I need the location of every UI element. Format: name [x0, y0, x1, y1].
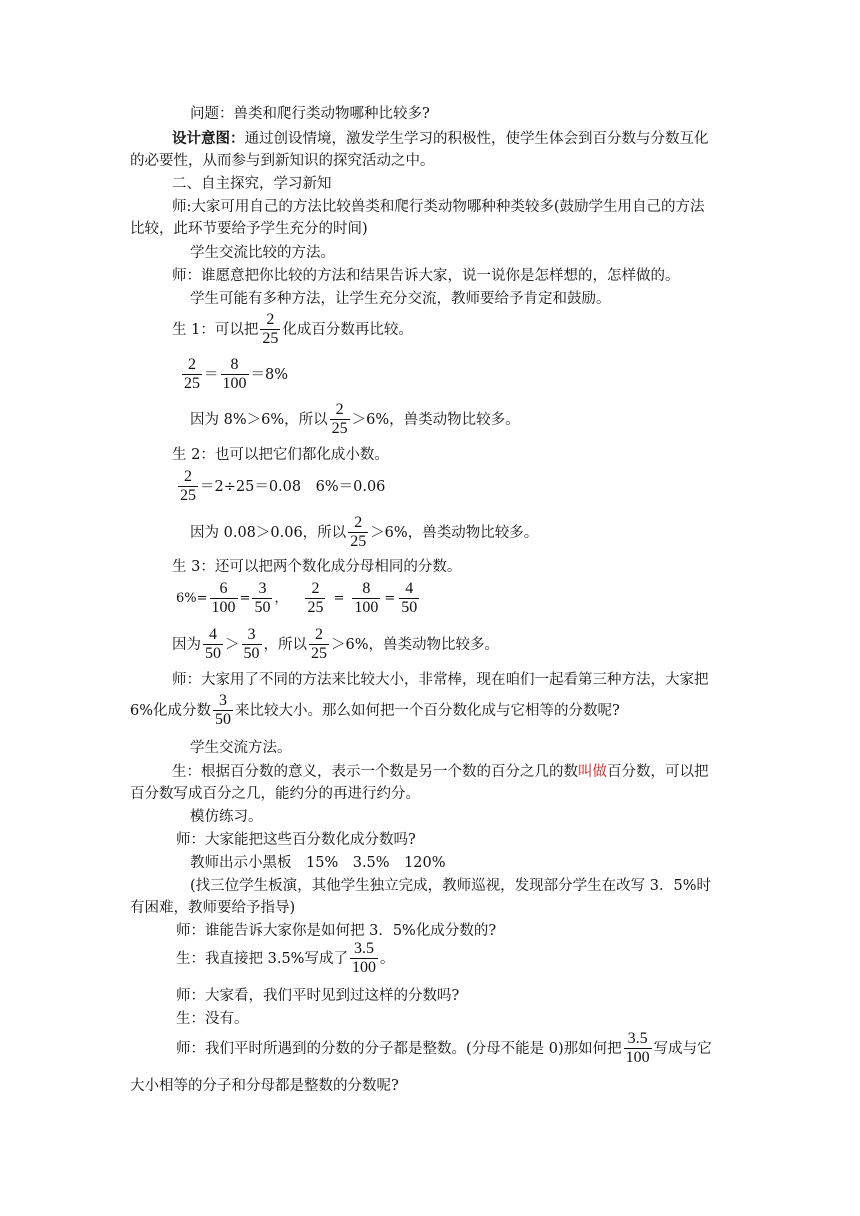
because-text-mid: ，所以: [263, 636, 307, 653]
fraction-denominator: 25: [350, 533, 367, 550]
blackboard-line: 教师出示小黑板 15% 3.5% 120%: [190, 855, 446, 871]
teacher-line-2: 师：谁愿意把你比较的方法和结果告诉大家，说一说你是怎样想的，怎样做的。: [172, 268, 680, 284]
comma: ，: [274, 590, 288, 606]
equation-2: [176, 468, 385, 505]
fraction-denominator: 100: [625, 1049, 650, 1066]
fraction-8-100: [352, 580, 380, 617]
student-1-line: [172, 311, 413, 348]
fraction-denominator: 100: [351, 959, 376, 976]
fraction-numerator: 2: [311, 580, 320, 597]
because-text-end: ＞6%，兽类动物比较多。: [370, 524, 539, 541]
fraction-numerator: 3: [247, 626, 256, 643]
equation-3-percent: 6%=: [176, 590, 208, 606]
because-text: 因为 0.08＞0.06，所以: [190, 524, 347, 541]
student-no-line: 生：没有。: [176, 1011, 249, 1027]
student-3-line: 生 3：还可以把两个数化成分母相同的分数。: [172, 559, 462, 575]
fraction-denominator: 50: [254, 599, 271, 616]
student-exchange-line: 学生交流比较的方法。: [190, 245, 335, 261]
fraction-denominator: 100: [354, 599, 379, 616]
fraction-4-50: [203, 626, 223, 663]
fraction-numerator: 8: [362, 580, 371, 597]
section-heading: 二、自主探究，学习新知: [172, 176, 332, 192]
fraction-numerator: 4: [209, 626, 217, 643]
teacher-text: 6%化成分数: [130, 702, 212, 719]
fraction-2-25: [178, 468, 198, 505]
practice-line: 模仿练习。: [190, 809, 263, 825]
fraction-3-50: [252, 580, 272, 617]
student-1-text: 生 1：可以把: [172, 321, 259, 338]
because-text-end: ＞6%，兽类动物比较多。: [351, 411, 520, 428]
teacher-text: 师：我们平时所遇到的分数的分子都是整数。(分母不能是 0)那如何把: [176, 1040, 622, 1057]
fraction-numerator: 6: [219, 580, 228, 597]
student-exchange-line-2: 学生交流方法。: [190, 740, 292, 756]
design-intent-line-2: 的必要性，从而参与到新知识的探究活动之中。: [130, 153, 435, 169]
fraction-2-25: [348, 514, 368, 551]
fraction-8-100: [221, 356, 249, 393]
fraction-denominator: 25: [262, 330, 279, 347]
because-text: 因为 8%＞6%，所以: [190, 411, 328, 428]
teacher-line-7: [176, 1030, 712, 1067]
teacher-line-4: 师：大家能把这些百分数化成分数吗?: [176, 832, 416, 848]
equation-3: [176, 580, 421, 617]
because-text: 因为: [172, 636, 201, 653]
equation-2-text: ＝2÷25＝0.08 6%＝0.06: [200, 478, 386, 495]
fraction-numerator: 2: [315, 626, 323, 643]
fraction-numerator: 2: [354, 514, 363, 531]
fraction-numerator: 2: [184, 468, 192, 485]
because-line-2: [190, 514, 538, 551]
student-answer-text: 生：根据百分数的意义，表示一个数是另一个数的百分之几的数: [172, 764, 578, 780]
student-answer-text-end: 百分数，可以把: [607, 764, 709, 780]
fraction-denominator: 100: [211, 599, 236, 616]
fraction-numerator: 3: [258, 580, 267, 597]
fraction-numerator: 2: [266, 311, 275, 328]
fraction-denominator: 25: [180, 487, 196, 504]
fraction-denominator: 50: [215, 711, 232, 728]
question-line: 问题：兽类和爬行类动物哪种比较多?: [190, 106, 430, 122]
because-line-1: [190, 401, 520, 438]
because-text-end: ＞6%，兽类动物比较多。: [331, 636, 500, 653]
student-answer-line-2: [176, 940, 394, 977]
fraction-denominator: 25: [331, 420, 348, 437]
fraction-numerator: 4: [405, 580, 414, 597]
teacher-text-end: 写成与它: [653, 1040, 712, 1057]
board-work-line-cont: 有困难，教师要给予指导): [130, 900, 296, 916]
fraction-3-5-100: [350, 940, 378, 977]
fraction-4-50: [399, 580, 419, 617]
teacher-line-7-cont: 大小相等的分子和分母都是整数的分数呢?: [130, 1078, 399, 1094]
student-methods-line: 学生可能有多种方法，让学生充分交流，教师要给予肯定和鼓励。: [190, 291, 611, 307]
teacher-line-1-cont: 比较，此环节要给予学生充分的时间): [130, 221, 368, 237]
design-intent-label: 设计意图：: [172, 130, 245, 147]
student-2-line: 生 2：也可以把它们都化成小数。: [172, 447, 389, 463]
teacher-text-end: 来比较大小。那么如何把一个百分数化成与它相等的分数呢?: [235, 702, 620, 719]
teacher-line-1: 师:大家可用自己的方法比较兽类和爬行类动物哪种种类较多(鼓励学生用自己的方法: [172, 199, 705, 215]
fraction-denominator: 25: [307, 599, 324, 616]
teacher-line-5: 师：谁能告诉大家你是如何把 3．5%化成分数的?: [176, 923, 497, 939]
equals-sign: =: [239, 590, 251, 606]
fraction-2-25: [182, 356, 202, 393]
equals-sign: =: [384, 590, 396, 606]
greater-sign: ＞: [225, 636, 240, 653]
fraction-2-25: [260, 311, 280, 348]
fraction-6-100: [210, 580, 238, 617]
student-answer-line: [172, 762, 709, 782]
design-intent-line: [172, 129, 709, 149]
fraction-numerator: 8: [230, 356, 239, 373]
fraction-denominator: 50: [401, 599, 418, 616]
highlighted-term: 叫做: [578, 764, 607, 780]
fraction-2-25: [309, 626, 329, 663]
board-work-line: (找三位学生板演，其他学生独立完成，教师巡视，发现部分学生在改写 3．5%时: [190, 878, 711, 894]
fraction-numerator: 2: [188, 356, 196, 373]
fraction-denominator: 25: [184, 375, 200, 392]
fraction-3-50: [242, 626, 262, 663]
equals-sign: ＝: [204, 366, 219, 383]
fraction-denominator: 50: [243, 645, 260, 662]
fraction-numerator: 2: [335, 401, 344, 418]
fraction-numerator: 3: [219, 692, 228, 709]
because-line-3: [172, 626, 499, 663]
fraction-3-50: [213, 692, 233, 729]
fraction-2-25: [305, 580, 325, 617]
teacher-line-3: 师：大家用了不同的方法来比较大小，非常棒，现在咱们一起看第三种方法，大家把: [172, 672, 709, 688]
student-answer-text: 生：我直接把 3.5%写成了: [176, 950, 348, 967]
fraction-numerator: 3.5: [627, 1030, 648, 1047]
equation-1-result: ＝8%: [250, 366, 289, 383]
student-answer-line-cont: 百分数写成百分之几，能约分的再进行约分。: [130, 786, 420, 802]
fraction-numerator: 3.5: [353, 940, 374, 957]
equation-1: [180, 356, 288, 393]
teacher-line-6: 师：大家看，我们平时见到过这样的分数吗?: [176, 988, 460, 1004]
teacher-line-3-cont: [130, 692, 620, 729]
design-intent-text: 通过创设情境，激发学生学习的积极性，使学生体会到百分数与分数互化: [244, 131, 709, 147]
fraction-3-5-100: [624, 1030, 652, 1067]
fraction-denominator: 50: [205, 645, 221, 662]
fraction-2-25: [330, 401, 350, 438]
student-1-text-end: 化成百分数再比较。: [282, 321, 413, 338]
equals-sign: =: [333, 590, 345, 606]
student-answer-text-end: 。: [379, 950, 395, 967]
fraction-denominator: 100: [222, 375, 247, 392]
fraction-denominator: 25: [311, 645, 327, 662]
